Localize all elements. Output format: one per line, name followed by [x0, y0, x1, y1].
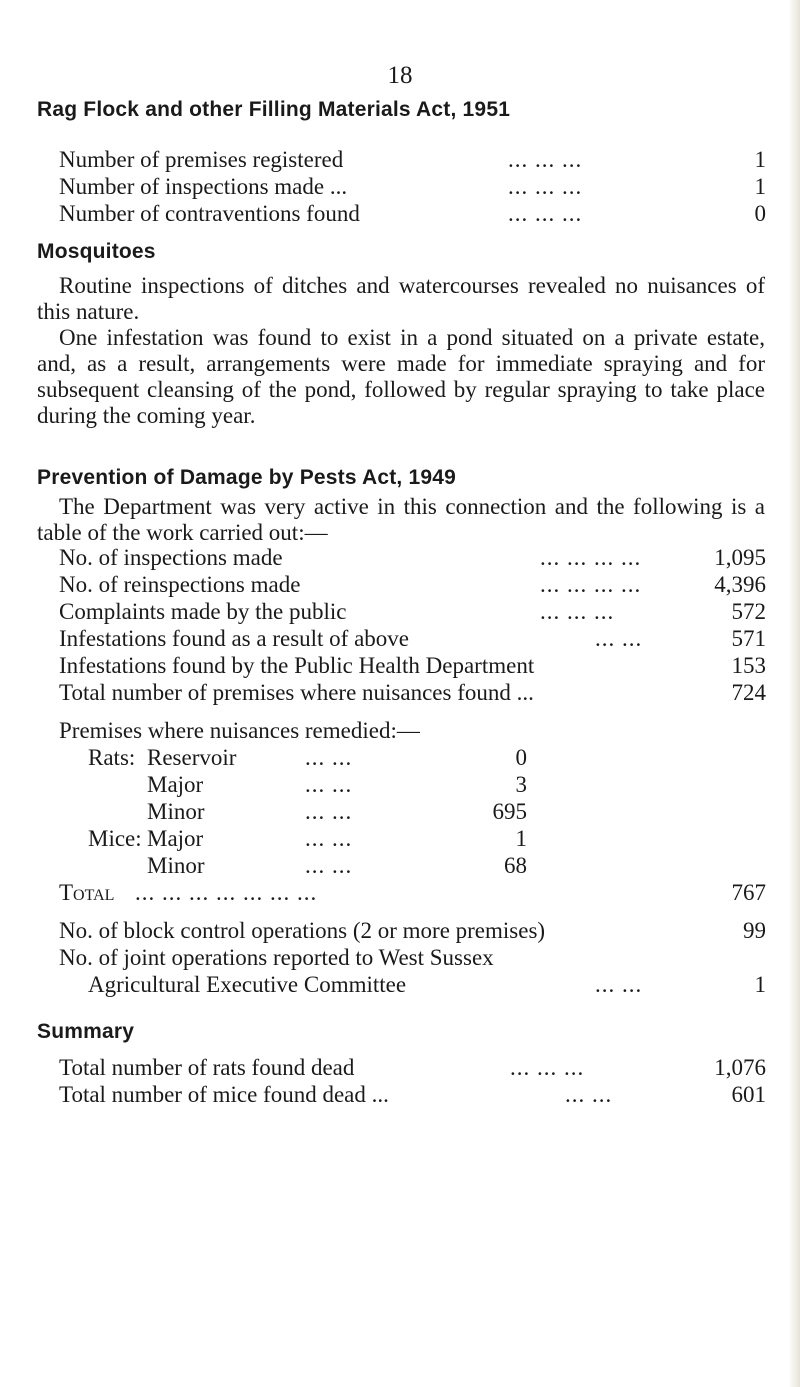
row-value: 99	[743, 918, 766, 943]
row-label: No. of block control operations (2 or more premises)	[59, 918, 546, 943]
row-label: Major	[147, 772, 204, 797]
row-label: Complaints made by the public	[59, 599, 347, 624]
leader-dots: ... ... ...	[510, 1055, 585, 1080]
row-value: 572	[731, 599, 766, 624]
row-value: 1,076	[714, 1055, 766, 1080]
row-label: Minor	[147, 853, 205, 878]
row-value: 724	[731, 680, 766, 705]
row-label: Total number of rats found dead	[59, 1055, 355, 1080]
row-label: Major	[147, 826, 204, 851]
row-label: Total number of premises where nuisances found ...	[59, 680, 534, 705]
row-label-continued: Agricultural Executive Committee	[88, 972, 407, 997]
leader-dots: ... ... ...	[508, 201, 583, 226]
leader-dots: ... ... ... ...	[540, 572, 642, 597]
leader-dots: ... ... ...	[540, 599, 615, 624]
leader-dots: ... ...	[565, 1082, 613, 1107]
row-label: No. of reinspections made	[59, 572, 301, 597]
summary-heading: Summary	[37, 1020, 135, 1043]
row-label: No. of joint operations reported to West Sussex	[59, 945, 494, 970]
page-edge-shadow	[788, 0, 800, 1387]
row-label: Infestations found by the Public Health Department	[59, 653, 535, 678]
mosquitoes-heading: Mosquitoes	[37, 240, 156, 263]
leader-dots: ... ...	[305, 826, 353, 851]
total-label: Total	[59, 880, 115, 905]
rag-flock-heading: Rag Flock and other Filling Materials Act, 1951	[37, 98, 511, 121]
row-value: 1,095	[714, 545, 766, 570]
pests-act-heading: Prevention of Damage by Pests Act, 1949	[37, 466, 457, 489]
leader-dots: ... ...	[305, 799, 353, 824]
mosquitoes-paragraph-1: Routine inspections of ditches and watercourses revealed no nuisances of this nature.	[37, 273, 765, 324]
pests-act-intro: The Department was very active in this connection and the following is a table of the work carried out:—	[37, 494, 765, 545]
leader-dots: ... ...	[305, 772, 353, 797]
row-label: Reservoir	[147, 745, 237, 770]
row-value: 1	[754, 147, 766, 172]
leader-dots: ... ...	[595, 972, 643, 997]
row-value: 1	[754, 174, 766, 199]
leader-dots: ... ...	[595, 626, 643, 651]
row-label: Number of inspections made ...	[59, 174, 348, 199]
row-value: 1	[515, 826, 527, 851]
leader-dots: ... ...	[305, 745, 353, 770]
mosquitoes-paragraph-2: One infestation was found to exist in a pond situated on a private estate, and, as a result, arrangements were made for immediate spraying and for subsequent cleansing of the pond, followed by regular spraying to take place during the coming year.	[37, 325, 765, 428]
row-value: 0	[754, 201, 766, 226]
row-label: No. of inspections made	[59, 545, 283, 570]
leader-dots: ... ... ... ...	[540, 545, 642, 570]
row-value: 695	[492, 799, 527, 824]
row-value: 0	[515, 745, 527, 770]
row-label: Minor	[147, 799, 205, 824]
row-value: 68	[504, 853, 527, 878]
row-label: Number of premises registered	[59, 147, 344, 172]
total-value: 767	[731, 880, 766, 905]
row-label: Number of contraventions found	[59, 201, 360, 226]
row-value: 4,396	[714, 572, 766, 597]
group-label: Mice:	[88, 826, 142, 851]
leader-dots: ... ...	[305, 853, 353, 878]
group-label: Rats:	[88, 745, 136, 770]
remedied-heading: Premises where nuisances remedied:—	[59, 718, 420, 743]
leader-dots: ... ... ...	[508, 174, 583, 199]
row-value: 1	[754, 972, 766, 997]
row-label: Infestations found as a result of above	[59, 626, 410, 651]
page-number: 18	[387, 62, 413, 89]
row-value: 601	[731, 1082, 766, 1107]
row-label: Total number of mice found dead ...	[59, 1082, 389, 1107]
row-value: 571	[731, 626, 766, 651]
row-value: 153	[731, 653, 766, 678]
leader-dots: ... ... ... ... ... ... ...	[135, 880, 318, 905]
row-value: 3	[515, 772, 527, 797]
leader-dots: ... ... ...	[508, 147, 583, 172]
